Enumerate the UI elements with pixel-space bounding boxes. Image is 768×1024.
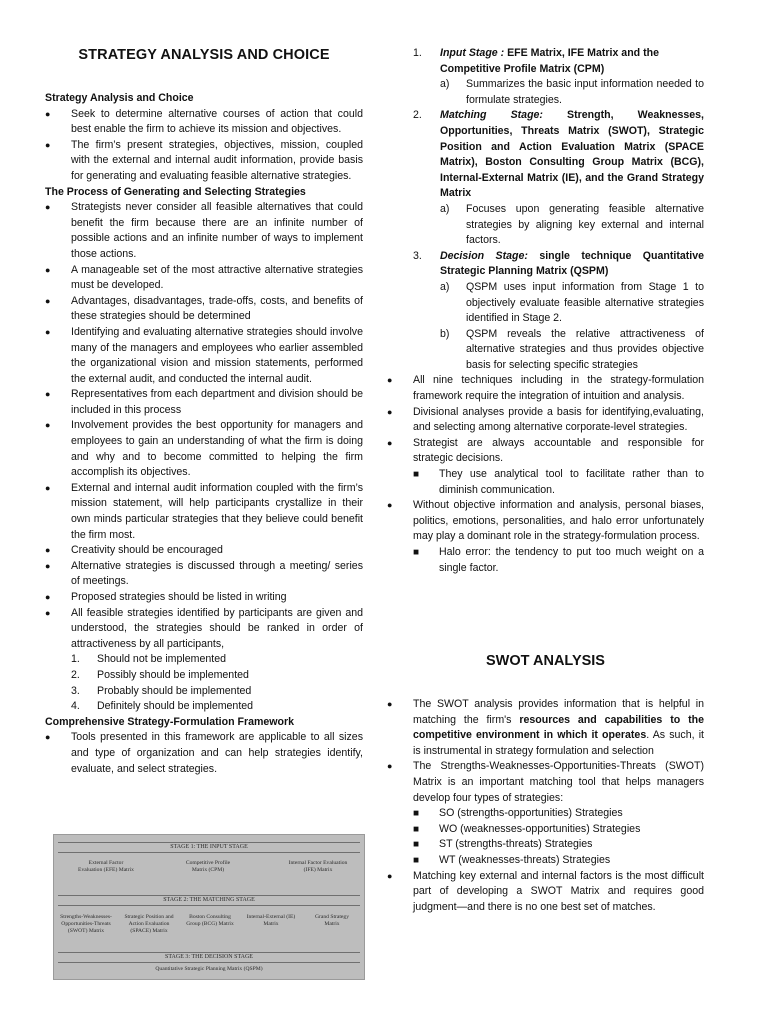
right-column — [387, 46, 704, 576]
figure-stage3-label: STAGE 3: THE DECISION STAGE — [58, 952, 360, 963]
list-item: ● Matching key external and internal factors is the most difficult part of developing a SWOT Matrix and requires good judgment—and there is no one best set of matches. — [387, 869, 704, 916]
figure-stage3-item: Quantitative Strategic Planning Matrix (QSPM) — [155, 966, 263, 972]
figure-stage2-item: Boston Consulting Group (BCG) Matrix — [186, 914, 234, 927]
sub-letter: a) — [440, 280, 450, 293]
list-item: ● Alternative strategies is discussed through a meeting/ series of meetings. — [45, 559, 363, 590]
list-item: ● Strategists never consider all feasible alternatives that could benefit the firm because there are an infinite number of possible actions and an infinite number of ways to implement those actions. — [45, 200, 363, 262]
list-item: ● Without objective information and analysis, personal biases, politics, emotions, personalities, and halo error unfortunately may play a dominant role in the strategy-formulation process. — [387, 498, 704, 545]
list-item — [387, 697, 704, 759]
swot-text: The SWOT analysis provides information that is helpful in matching the firm's — [413, 698, 704, 726]
figure-stage2-item: Internal-External (IE) Matrix — [246, 914, 296, 927]
figure-stage2-item: Grand Strategy Matrix — [314, 914, 350, 927]
swot-title: SWOT ANALYSIS — [486, 653, 605, 669]
sub-list-item: ■ Halo error: the tendency to put too much weight on a single factor. — [387, 545, 704, 576]
list-item: ● All feasible strategies identified by participants are given and understood, the strategies should be ranked in order of attractiveness by all participants, — [45, 606, 363, 653]
figure-stage1-item: Competitive Profile Matrix (CPM) — [185, 860, 231, 873]
sub-text: Focuses upon generating feasible alternative strategies by aligning key external and internal factors. — [466, 202, 704, 247]
list-item: ● Representatives from each department and division should be included in this process — [45, 387, 363, 418]
strategy-type: ■ SO (strengths-opportunities) Strategies — [387, 806, 704, 822]
strategy-type: ■ WO (weaknesses-opportunities) Strategies — [387, 822, 704, 838]
figure-stage2-item: Strengths-Weaknesses-Opportunities-Threats (SWOT) Matrix — [60, 914, 112, 934]
list-item: ● The firm’s present strategies, objectives, mission, coupled with the external and internal audit information, provide basis for generating and evaluating feasible alternative strategies. — [45, 138, 363, 185]
framework-figure — [53, 834, 365, 980]
left-column — [45, 91, 363, 777]
rank-number: 2. — [71, 668, 80, 681]
swot-text: . As such, it is instrumental in strategy formulation and selection — [413, 729, 704, 757]
rank-text: Definitely should be implemented — [97, 700, 254, 713]
figure-stage1-label: STAGE 1: THE INPUT STAGE — [58, 842, 360, 853]
rank-number: 4. — [71, 700, 80, 713]
rank-number: 1. — [71, 653, 80, 666]
list-item: ● Seek to determine alternative courses of action that could best enable the firm to achieve its mission and objectives. — [45, 107, 363, 138]
figure-stage1-item: External Factor Evaluation (EFE) Matrix — [78, 860, 134, 873]
strategy-type: ■ WT (weaknesses-threats) Strategies — [387, 853, 704, 869]
list-item: ● All nine techniques including in the strategy-formulation framework require the integration of intuition and analysis. — [387, 373, 704, 404]
list-item: ● Advantages, disadvantages, trade-offs, costs, and benefits of these strategies should be determined — [45, 294, 363, 325]
list-item: ● A manageable set of the most attractive alternative strategies must be developed. — [45, 263, 363, 294]
stage-sub-item — [387, 202, 704, 249]
rank-number: 3. — [71, 684, 80, 697]
rank-text: Should not be implemented — [97, 653, 226, 666]
rank-item — [45, 668, 363, 684]
figure-stage2-item: Strategic Position and Action Evaluation (SPACE) Matrix — [124, 914, 174, 934]
sub-letter: a) — [440, 78, 450, 91]
list-item: ● Strategist are always accountable and responsible for strategic decisions. — [387, 436, 704, 467]
page-title: STRATEGY ANALYSIS AND CHOICE — [78, 47, 330, 63]
stage-text: EFE Matrix, IFE Matrix and the Competitive Profile Matrix (CPM) — [440, 47, 659, 75]
stage-text: single technique Quantitative Strategic Planning Matrix (QSPM) — [440, 249, 704, 278]
swot-emphasis: resources and capabilities to the competitive environment in which it operates — [413, 713, 704, 742]
list-item: ● External and internal audit information coupled with the firm’s mission statement, will help participants crystallize in their own minds particular strategies that they believe could benefit the firm most. — [45, 481, 363, 543]
section-heading-framework: Comprehensive Strategy-Formulation Framework — [45, 715, 295, 728]
list-item: ● Proposed strategies should be listed in writing — [45, 590, 363, 606]
section-heading-process: The Process of Generating and Selecting Strategies — [45, 185, 306, 198]
sub-letter: a) — [440, 202, 450, 215]
sub-text: QSPM reveals the relative attractiveness of alternative strategies and thus provides objective basis for selecting specific strategies — [466, 327, 704, 371]
stage-sub-item — [387, 280, 704, 327]
stage-sub-item — [387, 327, 704, 374]
rank-text: Probably should be implemented — [97, 684, 252, 697]
strategy-type: ■ ST (strengths-threats) Strategies — [387, 837, 704, 853]
rank-item — [45, 684, 363, 700]
section-heading-analysis: Strategy Analysis and Choice — [45, 92, 194, 104]
list-item: ● Divisional analyses provide a basis for identifying,evaluating, and selecting among alternative corporate-level strategies. — [387, 405, 704, 436]
figure-stage1-item: Internal Factor Evaluation (IFE) Matrix — [288, 860, 348, 873]
list-item: ● Tools presented in this framework are applicable to all sizes and type of organization and can help strategies identify, evaluate, and select strategies. — [45, 730, 363, 777]
sub-letter: b) — [440, 327, 450, 340]
list-item: ● Identifying and evaluating alternative strategies should involve many of the managers and employees who earlier assembled the organizational vision and mission statements, performed the external audit, and conducted the internal audit. — [45, 325, 363, 387]
rank-item — [45, 699, 363, 715]
swot-section — [387, 697, 704, 915]
stage-label: Input Stage : — [440, 47, 505, 59]
list-item: ● The Strengths-Weaknesses-Opportunities-Threats (SWOT) Matrix is an important matching tool that helps managers develop four types of strategies: — [387, 759, 704, 806]
sub-text: Summarizes the basic input information needed to formulate strategies. — [466, 78, 704, 106]
stage-text: Strength, Weaknesses, Opportunities, Threats Matrix (SWOT), Strategic Position and Action Evaluation Matrix (SPACE Matrix), Boston Consulting Group Matrix (BCG), Internal-External Matrix (IE), and the Grand Strategy Matrix — [440, 109, 704, 200]
stage-sub-item — [387, 77, 704, 108]
figure-stage2-label: STAGE 2: THE MATCHING STAGE — [58, 895, 360, 906]
sub-list-item: ■ They use analytical tool to facilitate rather than to diminish communication. — [387, 467, 704, 498]
list-item: ● Creativity should be encouraged — [45, 543, 363, 559]
rank-item — [45, 652, 363, 668]
stage-item-decision — [387, 249, 704, 280]
stage-number: 2. — [413, 109, 422, 122]
list-item: ● Involvement provides the best opportunity for managers and employees to gain an understanding of what the firm is doing and why and to become committed to helping the firm accomplish its objectives. — [45, 418, 363, 480]
rank-text: Possibly should be implemented — [97, 668, 249, 681]
stage-item-input — [387, 46, 704, 77]
sub-text: QSPM uses input information from Stage 1 to objectively evaluate feasible alternative strategies identified in Stage 2. — [466, 280, 704, 325]
stage-number: 1. — [413, 47, 422, 59]
stage-item-matching — [387, 108, 704, 202]
stage-number: 3. — [413, 249, 422, 262]
stage-label: Decision Stage: — [440, 249, 528, 262]
stage-label: Matching Stage: — [440, 109, 543, 122]
